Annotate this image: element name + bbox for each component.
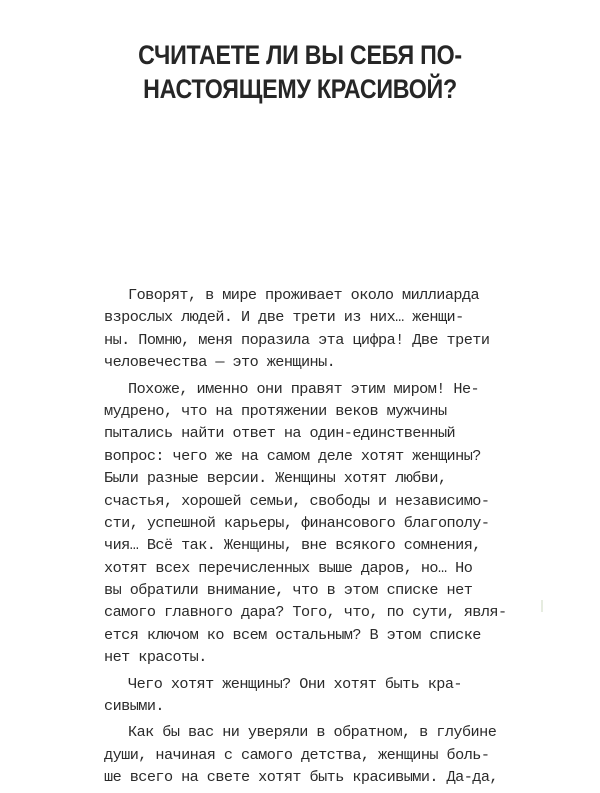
text-line: пытались найти ответ на один-единственный	[104, 424, 456, 443]
text-line: взрослых людей. И две трети из них… женщи-	[104, 308, 464, 327]
paragraph	[104, 673, 498, 718]
text-line: Чего хотят женщины? Они хотят быть кра-	[128, 674, 462, 693]
text-line: Как бы вас ни уверяли в обратном, в глубине	[128, 723, 497, 742]
paragraph	[104, 721, 498, 788]
text-line: самого главного дара? Того, что, по сути, явля-	[104, 603, 507, 622]
text-line: ше всего на свете хотят быть красивыми. Да-да,	[104, 768, 498, 787]
text-line: вопрос: чего же на самом деле хотят женщины?	[104, 446, 481, 465]
text-line: чия… Всё так. Женщины, вне всякого сомнения,	[104, 536, 481, 555]
paragraph	[104, 378, 507, 669]
text-line: вы обратили внимание, что в этом списке нет	[104, 581, 473, 600]
body-text	[104, 284, 507, 793]
text-line: Похоже, именно они правят этим миром! Не-	[128, 379, 480, 398]
text-line: души, начиная с самого детства, женщины боль-	[104, 745, 490, 764]
text-line: Были разные версии. Женщины хотят любви,	[104, 469, 447, 488]
text-line: мудрено, что на протяжении веков мужчины	[104, 401, 447, 420]
text-line: нет красоты.	[104, 648, 207, 667]
paragraph	[104, 284, 498, 374]
chapter-title-line-1: СЧИТАЕТЕ ЛИ ВЫ СЕБЯ ПО-	[138, 40, 462, 70]
text-line: хотят всех перечисленных выше даров, но… Но	[104, 558, 473, 577]
text-line: сивыми.	[104, 697, 164, 716]
text-line: человечества — это женщины.	[104, 353, 336, 372]
text-line: ны. Помню, меня поразила эта цифра! Две трети	[104, 330, 490, 349]
text-line: сти, успешной карьеры, финансового благополу-	[104, 513, 490, 532]
chapter-title	[94, 38, 507, 106]
text-line: ется ключом ко всем остальным? В этом списке	[104, 625, 481, 644]
chapter-title-line-2: НАСТОЯЩЕМУ КРАСИВОЙ?	[143, 74, 457, 104]
scan-edge-mark	[541, 600, 543, 612]
text-line: счастья, хорошей семьи, свободы и независимо-	[104, 491, 490, 510]
text-line: Говорят, в мире проживает около миллиарда	[128, 286, 480, 304]
